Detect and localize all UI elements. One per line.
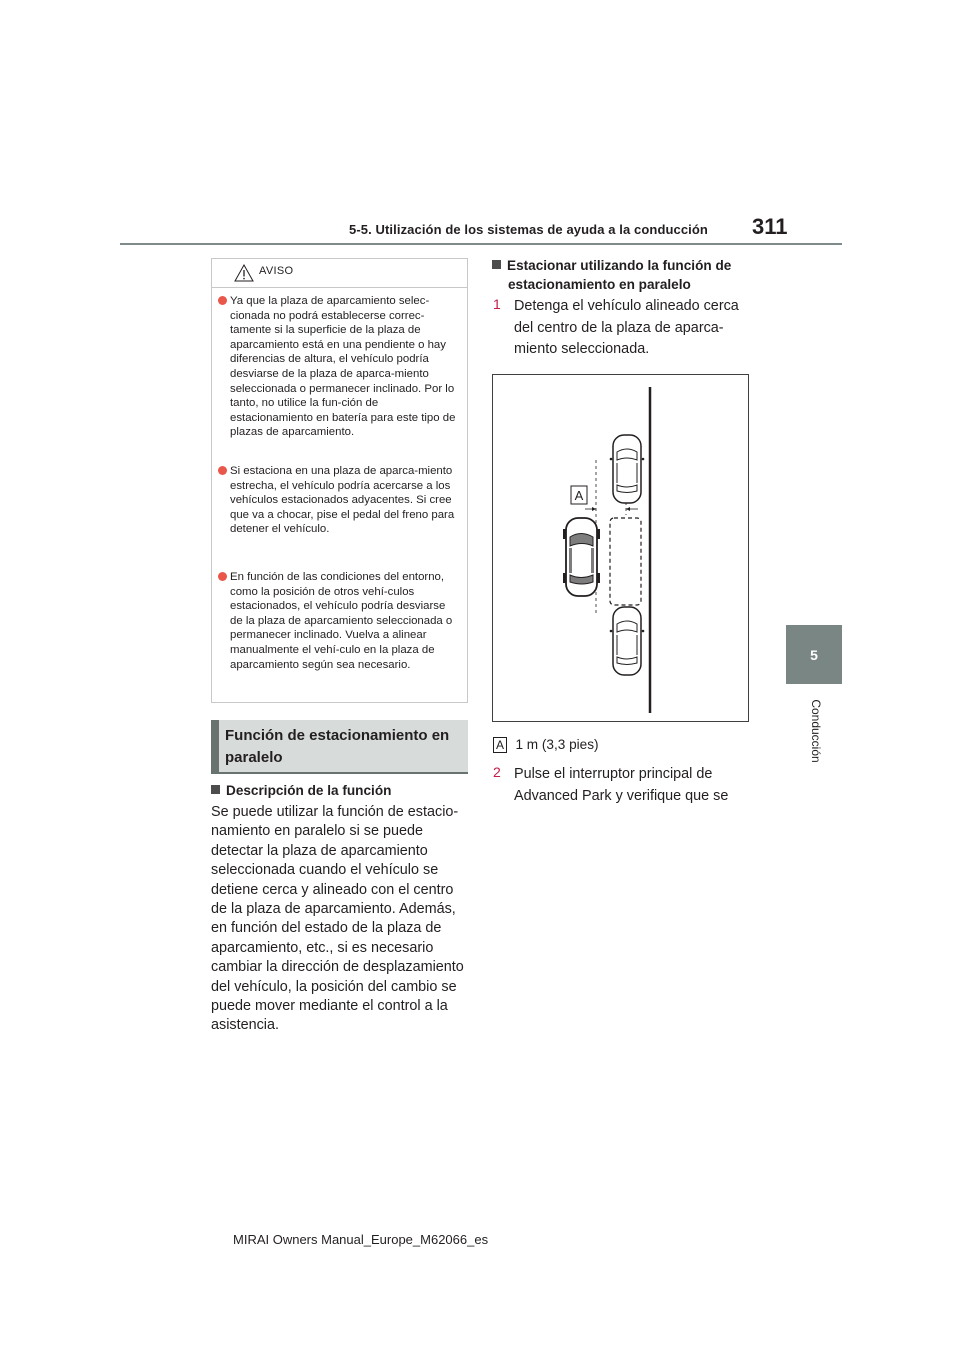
warning-item: [218, 464, 458, 537]
section-title: 5-5. Utilización de los sistemas de ayuda a la conducción: [349, 222, 708, 237]
footer-text: MIRAI Owners Manual_Europe_M62066_es: [233, 1232, 489, 1247]
parking-diagram: [492, 374, 749, 722]
step-text: Detenga el vehículo alineado cerca del centro de la plaza de aparca-miento seleccionada.: [514, 298, 739, 357]
warning-header: [212, 259, 467, 287]
diagram-legend: [493, 735, 599, 754]
step-1: [493, 296, 748, 361]
page-number: 311: [752, 214, 788, 239]
warning-item-text: Si estaciona en una plaza de aparca-miento estrecha, el vehículo podría acercarse a los vehículos estacionados adyacentes. Si cree que va a chocar, pise el pedal del freno para detener el vehículo.: [230, 465, 455, 536]
chapter-label-text: Conducción: [809, 699, 823, 763]
description-heading: Descripción de la función: [211, 781, 468, 800]
bullet-icon: [218, 572, 227, 581]
section-heading-rule: [211, 772, 468, 774]
chapter-number: 5: [810, 646, 818, 663]
chapter-label: [806, 694, 826, 774]
warning-item-text: Ya que la plaza de aparcamiento selec-cionada no podrá establecerse correc-tamente si la superficie de la plaza de aparcamiento está en una pendiente o hay diferencias de altura, el vehículo podría desviarse de la plaza de aparca-miento seleccionada o permanecer inclinado. Por lo tanto, no utilice la fun-ción de estacionamiento en batería para este tipo de plazas de aparcamiento.: [230, 295, 456, 439]
own-vehicle: [563, 518, 600, 596]
diagram-label-a: A: [574, 488, 584, 503]
description-text: Se puede utilizar la función de estacio-namiento en paralelo si se puede detectar la plaza de aparcamiento seleccionada cuando el vehículo se detiene cerca y alineado con el centro de la plaza de aparcamiento. Además, en función del estado de la plaza de aparcamiento, etc., si es necesario cambiar la dirección de desplazamiento del vehículo, la posición del cambio se puede mover mediante el control a la asistencia.: [211, 804, 464, 1034]
parked-car-front: [610, 435, 645, 503]
section-heading-title: Función de estacionamiento en paralelo: [225, 727, 450, 766]
bullet-icon: [218, 466, 227, 475]
square-bullet-icon: [211, 785, 220, 794]
step-number: 2: [493, 764, 501, 780]
section-heading: [211, 720, 468, 772]
step-text: Pulse el interruptor principal de Advanced Park y verifique que se: [514, 766, 729, 804]
warning-title: AVISO: [259, 265, 294, 277]
warning-item: [218, 570, 458, 672]
square-bullet-icon: [492, 260, 501, 269]
legend-label-a: A: [493, 737, 507, 753]
warning-box: [211, 258, 468, 703]
step-2: [493, 764, 748, 807]
warning-triangle-icon: [234, 264, 254, 282]
parking-diagram-illustration: [493, 375, 748, 721]
procedure-heading: Estacionar utilizando la función de estacionamiento en paralelo: [492, 256, 763, 294]
parked-car-rear: [610, 607, 645, 675]
warning-item-text: En función de las condiciones del entorno, como la posición de otros vehí-culos estacionados, el vehículo podría desviarse de la plaza de aparcamiento seleccionada o permanecer inclinado. Vuelva a alinear manualmente el vehí-culo en la plaza de aparcamiento según sea necesario.: [230, 571, 453, 671]
bullet-icon: [218, 296, 227, 305]
warning-divider: [212, 287, 467, 288]
header-rule: [120, 243, 842, 245]
chapter-tab: [786, 625, 842, 684]
step-number: 1: [493, 296, 501, 312]
section-heading-bar: [211, 720, 219, 772]
warning-item: [218, 294, 458, 440]
legend-text: 1 m (3,3 pies): [515, 737, 599, 752]
